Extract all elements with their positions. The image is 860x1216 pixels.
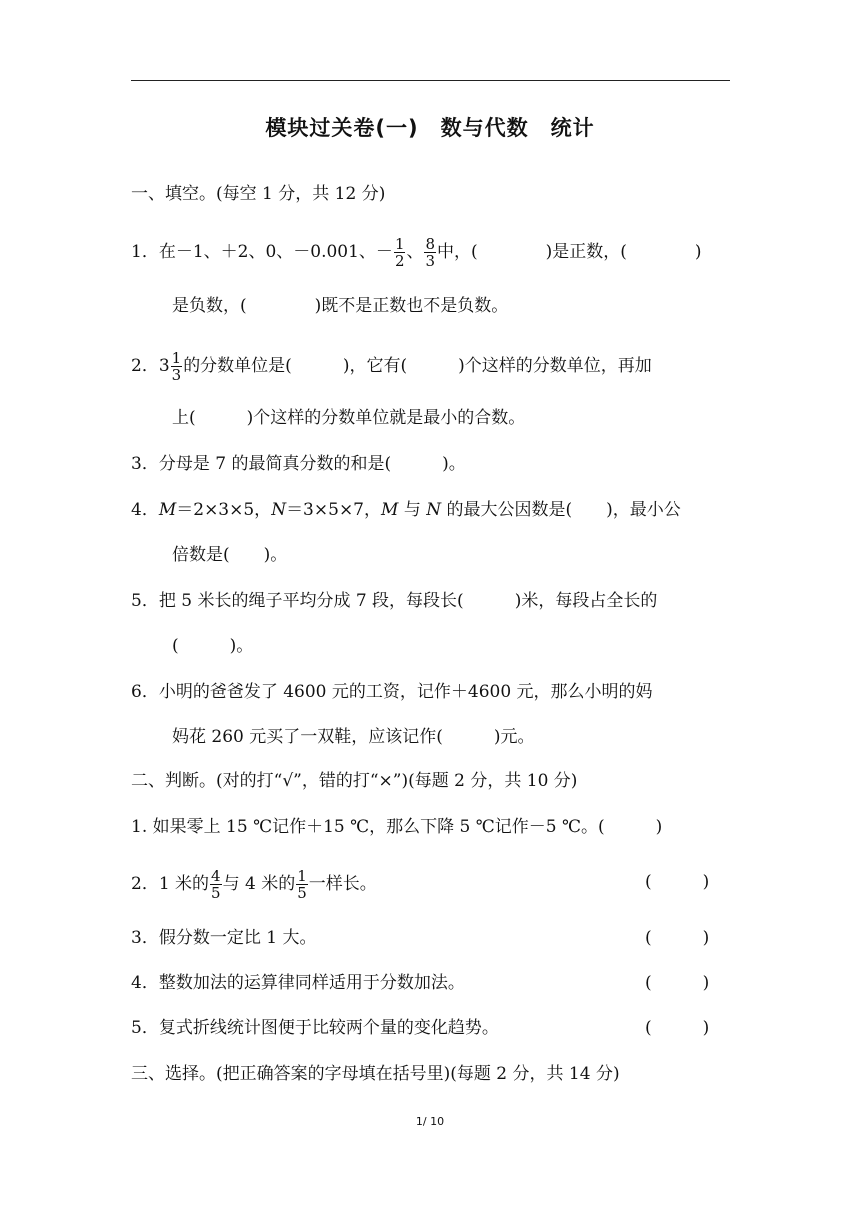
variable-m: M	[381, 500, 399, 520]
question-2-line-2: 上( )个这样的分数单位就是最小的合数。	[172, 408, 526, 428]
question-1-text-c: 中，( )是正数，( )	[437, 242, 702, 262]
question-4-line-2: 倍数是( )。	[172, 545, 288, 565]
fraction-four-fifths: $\frac{4}{5}$	[211, 867, 221, 902]
section-heading-choice: 三、选择。(把正确答案的字母填在括号里)(每题 2 分，共 14 分)	[131, 1064, 620, 1084]
variable-m: M	[158, 500, 177, 520]
answer-paren: ( )	[645, 1018, 710, 1038]
question-3: 3．分母是 7 的最简真分数的和是( )。	[131, 454, 466, 474]
variable-n: N	[271, 500, 287, 520]
answer-paren: ( )	[645, 928, 710, 948]
top-rule	[131, 80, 730, 81]
question-4-text-3: 与	[398, 500, 427, 520]
question-6: 6．小明的爸爸发了 4600 元的工资，记作＋4600 元，那么小明的妈	[131, 682, 653, 702]
judge-2-text-a: 2．1 米的	[131, 874, 210, 894]
variable-n: N	[426, 500, 442, 520]
judge-4: 4．整数加法的运算律同样适用于分数加法。	[131, 973, 465, 993]
section-heading-fill-in: 一、填空。(每空 1 分，共 12 分)	[131, 184, 386, 204]
question-4-text-1: ＝2×3×5，	[176, 500, 272, 520]
judge-1: 1. 如果零上 15 ℃记作＋15 ℃，那么下降 5 ℃记作－5 ℃。( )	[131, 817, 663, 837]
fraction-one-half: $\frac{1}{2}$	[394, 235, 405, 270]
question-1-text-a: 1．在－1、＋2、0、－0.001、－	[131, 242, 393, 262]
judge-3: 3．假分数一定比 1 大。	[131, 928, 317, 948]
question-1-line-2: 是负数，( )既不是正数也不是负数。	[172, 296, 509, 316]
section-heading-judge: 二、判断。(对的打“√”，错的打“×”)(每题 2 分，共 10 分)	[131, 771, 578, 791]
judge-2-text-c: 一样长。	[308, 874, 377, 894]
question-2-text-a: 2．3	[131, 356, 170, 376]
question-6-line-2: 妈花 260 元买了一双鞋，应该记作( )元。	[172, 727, 535, 747]
answer-paren: ( )	[645, 872, 710, 892]
question-4-text-4: 的最大公因数是( )，最小公	[441, 500, 681, 520]
judge-5: 5．复式折线统计图便于比较两个量的变化趋势。	[131, 1018, 499, 1038]
fraction-eight-thirds: $\frac{8}{3}$	[425, 235, 436, 270]
question-5-line-2: ( )。	[172, 636, 254, 656]
question-2-text-b: 的分数单位是( )，它有( )个这样的分数单位，再加	[183, 356, 652, 376]
question-5: 5．把 5 米长的绳子平均分成 7 段，每段长( )米，每段占全长的	[131, 591, 658, 611]
answer-paren: ( )	[645, 973, 710, 993]
question-2	[131, 350, 652, 383]
question-4-text-2: ＝3×5×7，	[286, 500, 381, 520]
question-4-number: 4．	[131, 500, 159, 520]
judge-2	[131, 868, 377, 901]
question-1	[131, 236, 702, 269]
page-title: 模块过关卷(一) 数与代数 统计	[265, 116, 595, 140]
page-number: 1/ 10	[415, 1115, 445, 1128]
judge-2-text-b: 与 4 米的	[222, 874, 296, 894]
fraction-one-fifth: $\frac{1}{5}$	[297, 867, 307, 902]
question-4	[131, 498, 681, 522]
fraction-one-third: $\frac{1}{3}$	[171, 349, 182, 384]
question-1-text-b: 、	[406, 242, 424, 262]
